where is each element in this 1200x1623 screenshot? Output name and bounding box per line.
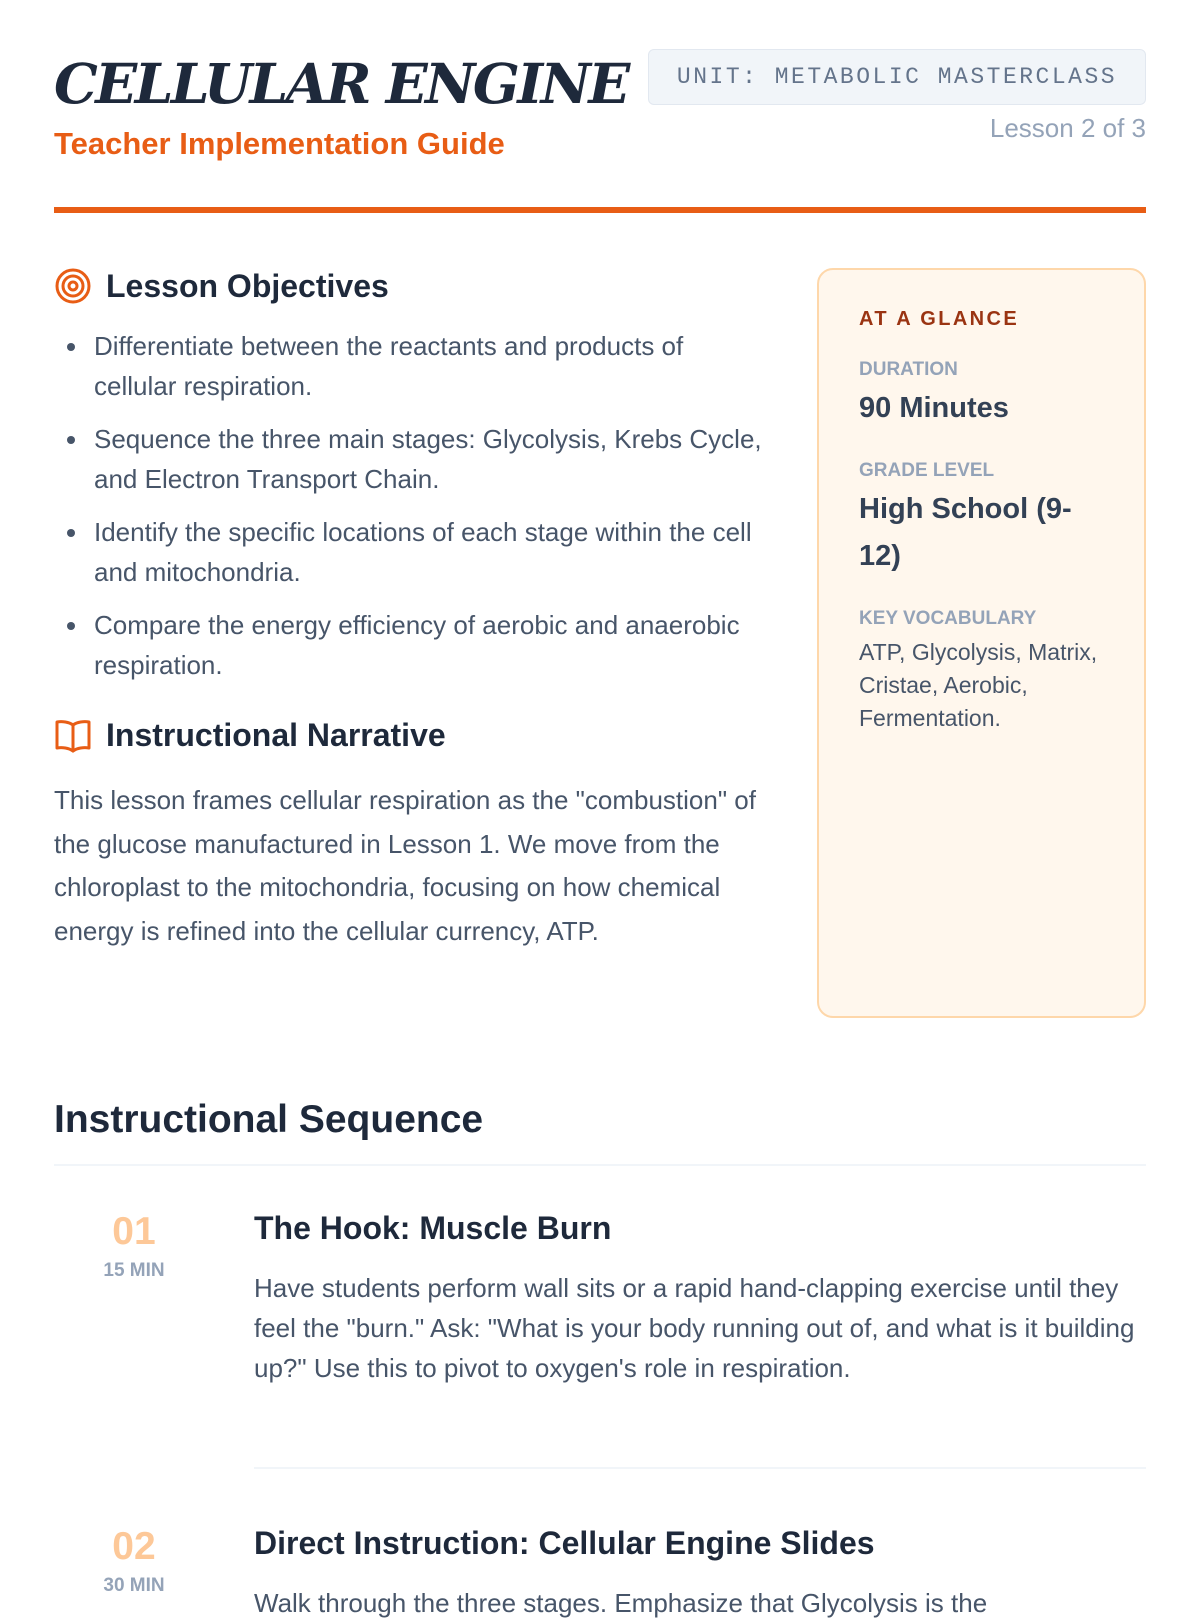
step-number: 01	[112, 1210, 156, 1253]
duration-value: 90 Minutes	[859, 392, 1009, 424]
overview-section	[54, 214, 1146, 1064]
step-title: The Hook: Muscle Burn	[254, 1210, 612, 1246]
grade-level-value: High School (9-12)	[859, 493, 1072, 572]
narrative-heading	[54, 713, 769, 757]
sequence-heading: Instructional Sequence	[54, 1098, 484, 1141]
book-open-icon	[54, 716, 92, 754]
sequence-divider	[54, 1164, 1146, 1166]
step-description: Have students perform wall sits or a rapid hand-clapping exercise until they feel the "burn." Ask: "What is your body running out of, and what is it building up?" Use this to pivot to oxygen's role in respiration.	[254, 1273, 1135, 1383]
step-duration: 30 MIN	[103, 1575, 165, 1596]
vocabulary-label: KEY VOCABULARY	[859, 608, 1037, 629]
objectives-list	[54, 326, 769, 685]
lesson-count: Lesson 2 of 3	[989, 113, 1146, 143]
duration-label: DURATION	[859, 359, 958, 380]
step-content	[254, 1212, 1146, 1388]
step-duration: 15 MIN	[103, 1260, 165, 1281]
main-column	[54, 264, 769, 953]
glance-title: AT A GLANCE	[859, 308, 1020, 330]
step-description: Walk through the three stages. Emphasize that Glycolysis is the	[254, 1588, 988, 1618]
objectives-heading-label: Lesson Objectives	[106, 267, 389, 304]
page-header	[54, 0, 1146, 214]
objective-item: Compare the energy efficiency of aerobic and anaerobic respiration.	[54, 605, 769, 685]
step-marker	[54, 1527, 214, 1597]
objectives-heading	[54, 264, 769, 308]
target-icon	[54, 267, 92, 305]
step-number: 02	[112, 1525, 156, 1568]
vocabulary-value: ATP, Glycolysis, Matrix, Cristae, Aerobic, Fermentation.	[859, 639, 1098, 731]
step-marker	[54, 1212, 214, 1282]
objective-item: Sequence the three main stages: Glycolysis, Krebs Cycle, and Electron Transport Chain.	[54, 419, 769, 499]
step-title: Direct Instruction: Cellular Engine Slides	[254, 1525, 875, 1561]
page-subtitle: Teacher Implementation Guide	[54, 126, 505, 161]
grade-level-label: GRADE LEVEL	[859, 460, 995, 481]
unit-badge: UNIT: METABOLIC MASTERCLASS	[648, 49, 1146, 105]
objective-item: Differentiate between the reactants and products of cellular respiration.	[54, 326, 769, 406]
at-a-glance-panel	[817, 268, 1146, 1018]
step-content	[254, 1527, 1146, 1623]
objective-item: Identify the specific locations of each stage within the cell and mitochondria.	[54, 512, 769, 592]
narrative-heading-label: Instructional Narrative	[106, 716, 446, 753]
step-divider	[254, 1467, 1146, 1469]
header-divider	[54, 207, 1146, 213]
page-title: CELLULAR ENGINE	[54, 51, 628, 116]
narrative-text: This lesson frames cellular respiration as the "combustion" of the glucose manufactured in Lesson 1. We move from the chloroplast to the mitochondria, focusing on how chemical energy is refined into the cellular currency, ATP.	[54, 785, 756, 946]
